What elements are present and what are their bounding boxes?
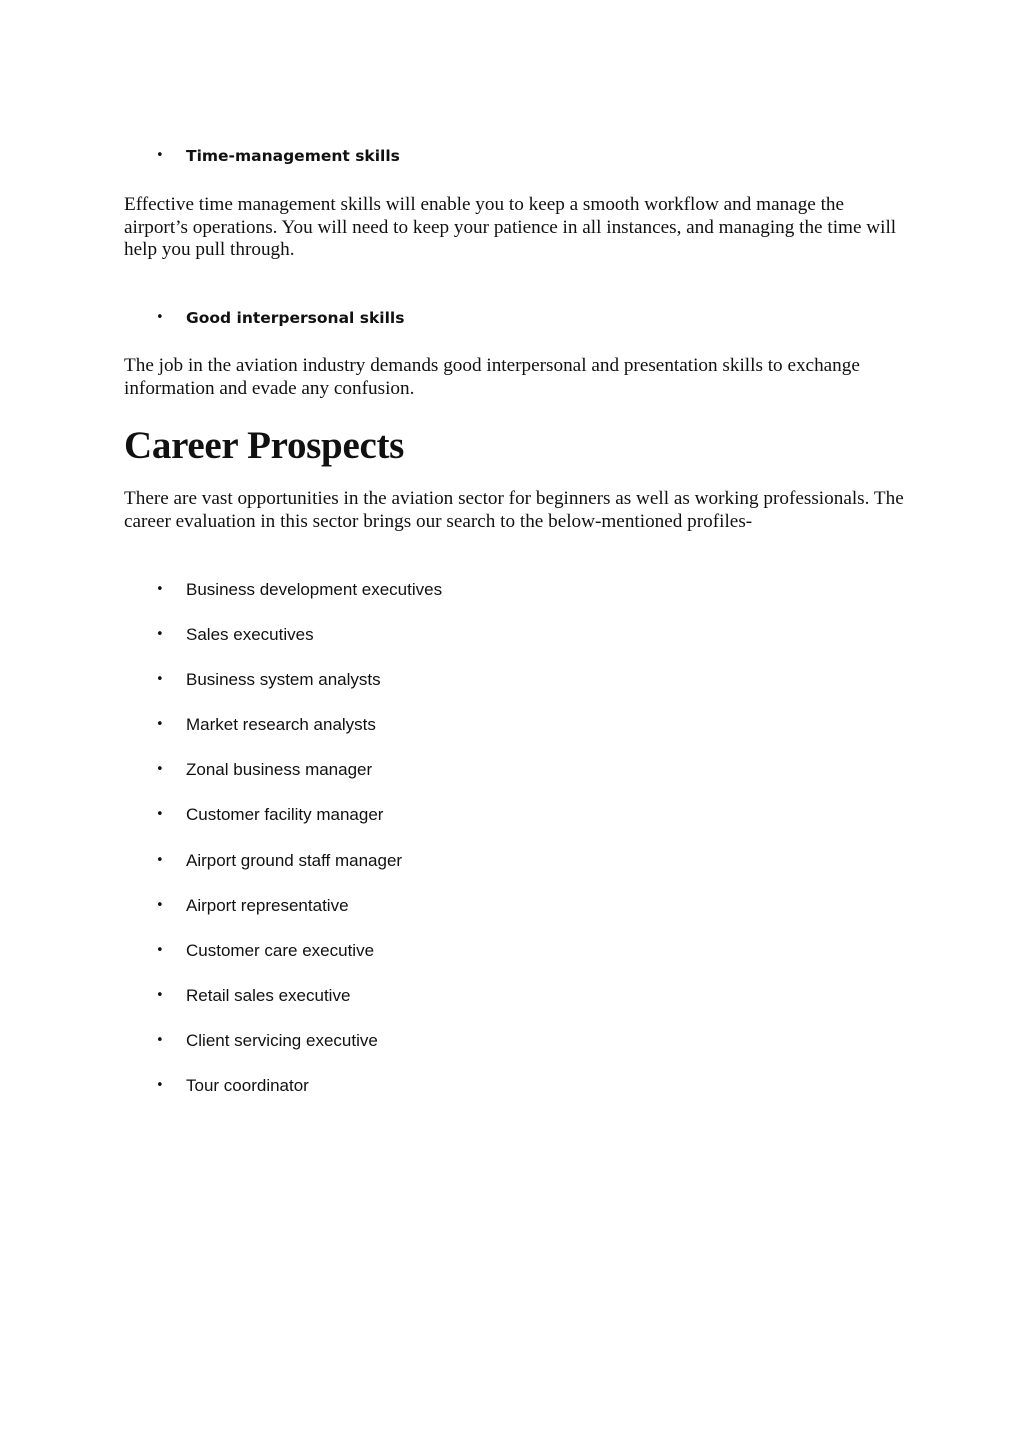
bullet: • bbox=[156, 627, 164, 643]
list-item bbox=[124, 668, 442, 713]
section-title-career-prospects: Career Prospects bbox=[124, 424, 405, 467]
profile-label: Client servicing executive bbox=[186, 1030, 378, 1050]
list-item bbox=[124, 578, 442, 623]
bullet: • bbox=[156, 582, 164, 597]
bullet: • bbox=[156, 942, 164, 958]
bullet: • bbox=[156, 762, 164, 778]
skill-heading-time-management bbox=[124, 146, 400, 166]
bullet: • bbox=[156, 148, 164, 163]
profile-label: Zonal business manager bbox=[186, 760, 373, 780]
bullet: • bbox=[156, 897, 164, 913]
list-item bbox=[124, 894, 442, 939]
profile-label: Tour coordinator bbox=[186, 1076, 309, 1096]
profile-label: Customer facility manager bbox=[186, 805, 384, 825]
profile-label: Customer care executive bbox=[186, 940, 375, 960]
profile-label: Sales executives bbox=[186, 625, 314, 645]
bullet: • bbox=[156, 717, 164, 733]
profile-label: Retail sales executive bbox=[186, 985, 351, 1005]
bullet: • bbox=[156, 852, 164, 868]
profile-label: Business system analysts bbox=[186, 670, 381, 690]
list-item bbox=[124, 939, 442, 984]
list-item bbox=[124, 713, 442, 758]
bullet: • bbox=[156, 807, 164, 823]
skill-heading-text: Good interpersonal skills bbox=[186, 309, 405, 327]
list-item bbox=[124, 1029, 442, 1074]
skill-heading-interpersonal bbox=[124, 308, 404, 328]
list-item bbox=[124, 623, 442, 668]
list-item bbox=[124, 1074, 442, 1119]
career-intro-paragraph: There are vast opportunities in the aviation sector for beginners as well as working professionals. The career evaluation in this sector brings our search to the below-mentioned profiles- bbox=[124, 488, 904, 532]
profile-label: Business development executives bbox=[186, 580, 443, 599]
skill-paragraph-time-management: Effective time management skills will enable you to keep a smooth workflow and manage the airport’s operations. You will need to keep your patience in all instances, and managing the time will help you pull through. bbox=[124, 194, 897, 260]
profile-label: Airport ground staff manager bbox=[186, 850, 403, 870]
list-item bbox=[124, 849, 442, 894]
bullet: • bbox=[156, 672, 164, 688]
profile-label: Airport representative bbox=[186, 895, 349, 915]
list-item bbox=[124, 758, 442, 803]
career-profile-list bbox=[124, 578, 442, 1119]
list-item bbox=[124, 803, 442, 848]
skill-heading-text: Time-management skills bbox=[186, 147, 400, 165]
skill-paragraph-interpersonal: The job in the aviation industry demands good interpersonal and presentation skills to exchange information and evade any confusion. bbox=[124, 355, 860, 399]
bullet: • bbox=[156, 1078, 164, 1094]
bullet: • bbox=[156, 1032, 164, 1048]
list-item bbox=[124, 984, 442, 1029]
bullet: • bbox=[156, 310, 164, 325]
bullet: • bbox=[156, 987, 164, 1003]
profile-label: Market research analysts bbox=[186, 715, 376, 735]
